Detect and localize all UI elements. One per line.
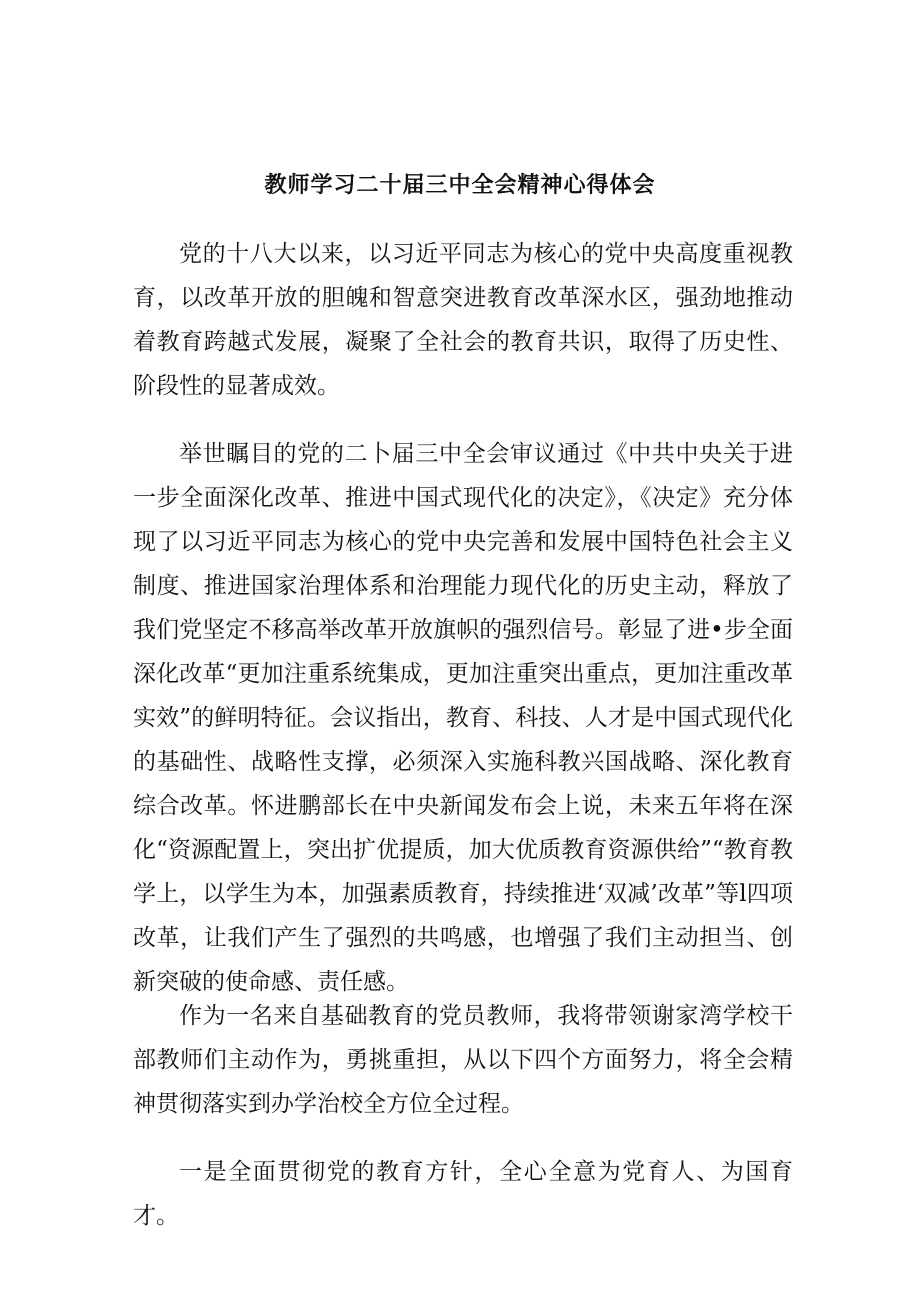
paragraph-text: 作为一名来自基础教育的党员教师，我将带领谢家湾学校干部教师们主动作为，勇挑重担，从以下四个方面努力，将全会精神贯彻落实到办学治校全方位全过程。 xyxy=(133,1003,793,1117)
body-paragraph-2 xyxy=(133,432,793,1004)
paragraph-text: 举世瞩目的党的二卜届三中全会审议通过《中共中央关于进一步全面深化改革、推进中国式现代化的决定》，《决定》充分体现了以习近平同志为核心的党中央完善和发展中国特色社会主义制度、推进国家治理体系和治理能力现代化的历史主动，释放了我们党坚定不移高举改革开放旗帜的强烈信号。彰显了进•步全面深化改革“更加注重系统集成，更加注重突出重点，更加注重改革实效”的鲜明特征。会议指出，教育、科技、人才是中国式现代化的基础性、战略性支撑，必须深入实施科教兴国战略、深化教育综合改革。怀进鹏部长在中央新闻发布会上说，未来五年将在深化“资源配置上，突出扩优提质，加大优质教育资源供给”“教育教学上，以学生为本，加强素质教育，持续推进‘双减’改革”等l四项改革，让我们产生了强烈的共鸣感，也增强了我们主动担当、创新突破的使命感、责任感。 xyxy=(133,441,793,995)
paragraph-text: 一是全面贯彻党的教育方针，全心全意为党育人、为国育才。 xyxy=(133,1159,793,1229)
body-paragraph-1 xyxy=(133,232,793,408)
paragraph-text: 党的十八大以来，以习近平同志为核心的党中央高度重视教育，以改革开放的胆魄和智意突进教育改革深水区，强劲地推动着教育跨越式发展，凝聚了全社会的教育共识，取得了历史性、阶段性的显著成效。 xyxy=(133,241,793,399)
body-paragraph-4 xyxy=(133,1150,793,1238)
body-paragraph-3 xyxy=(133,994,793,1126)
document-title: 教师学习二十届三中全会精神心得体会 xyxy=(264,173,656,198)
